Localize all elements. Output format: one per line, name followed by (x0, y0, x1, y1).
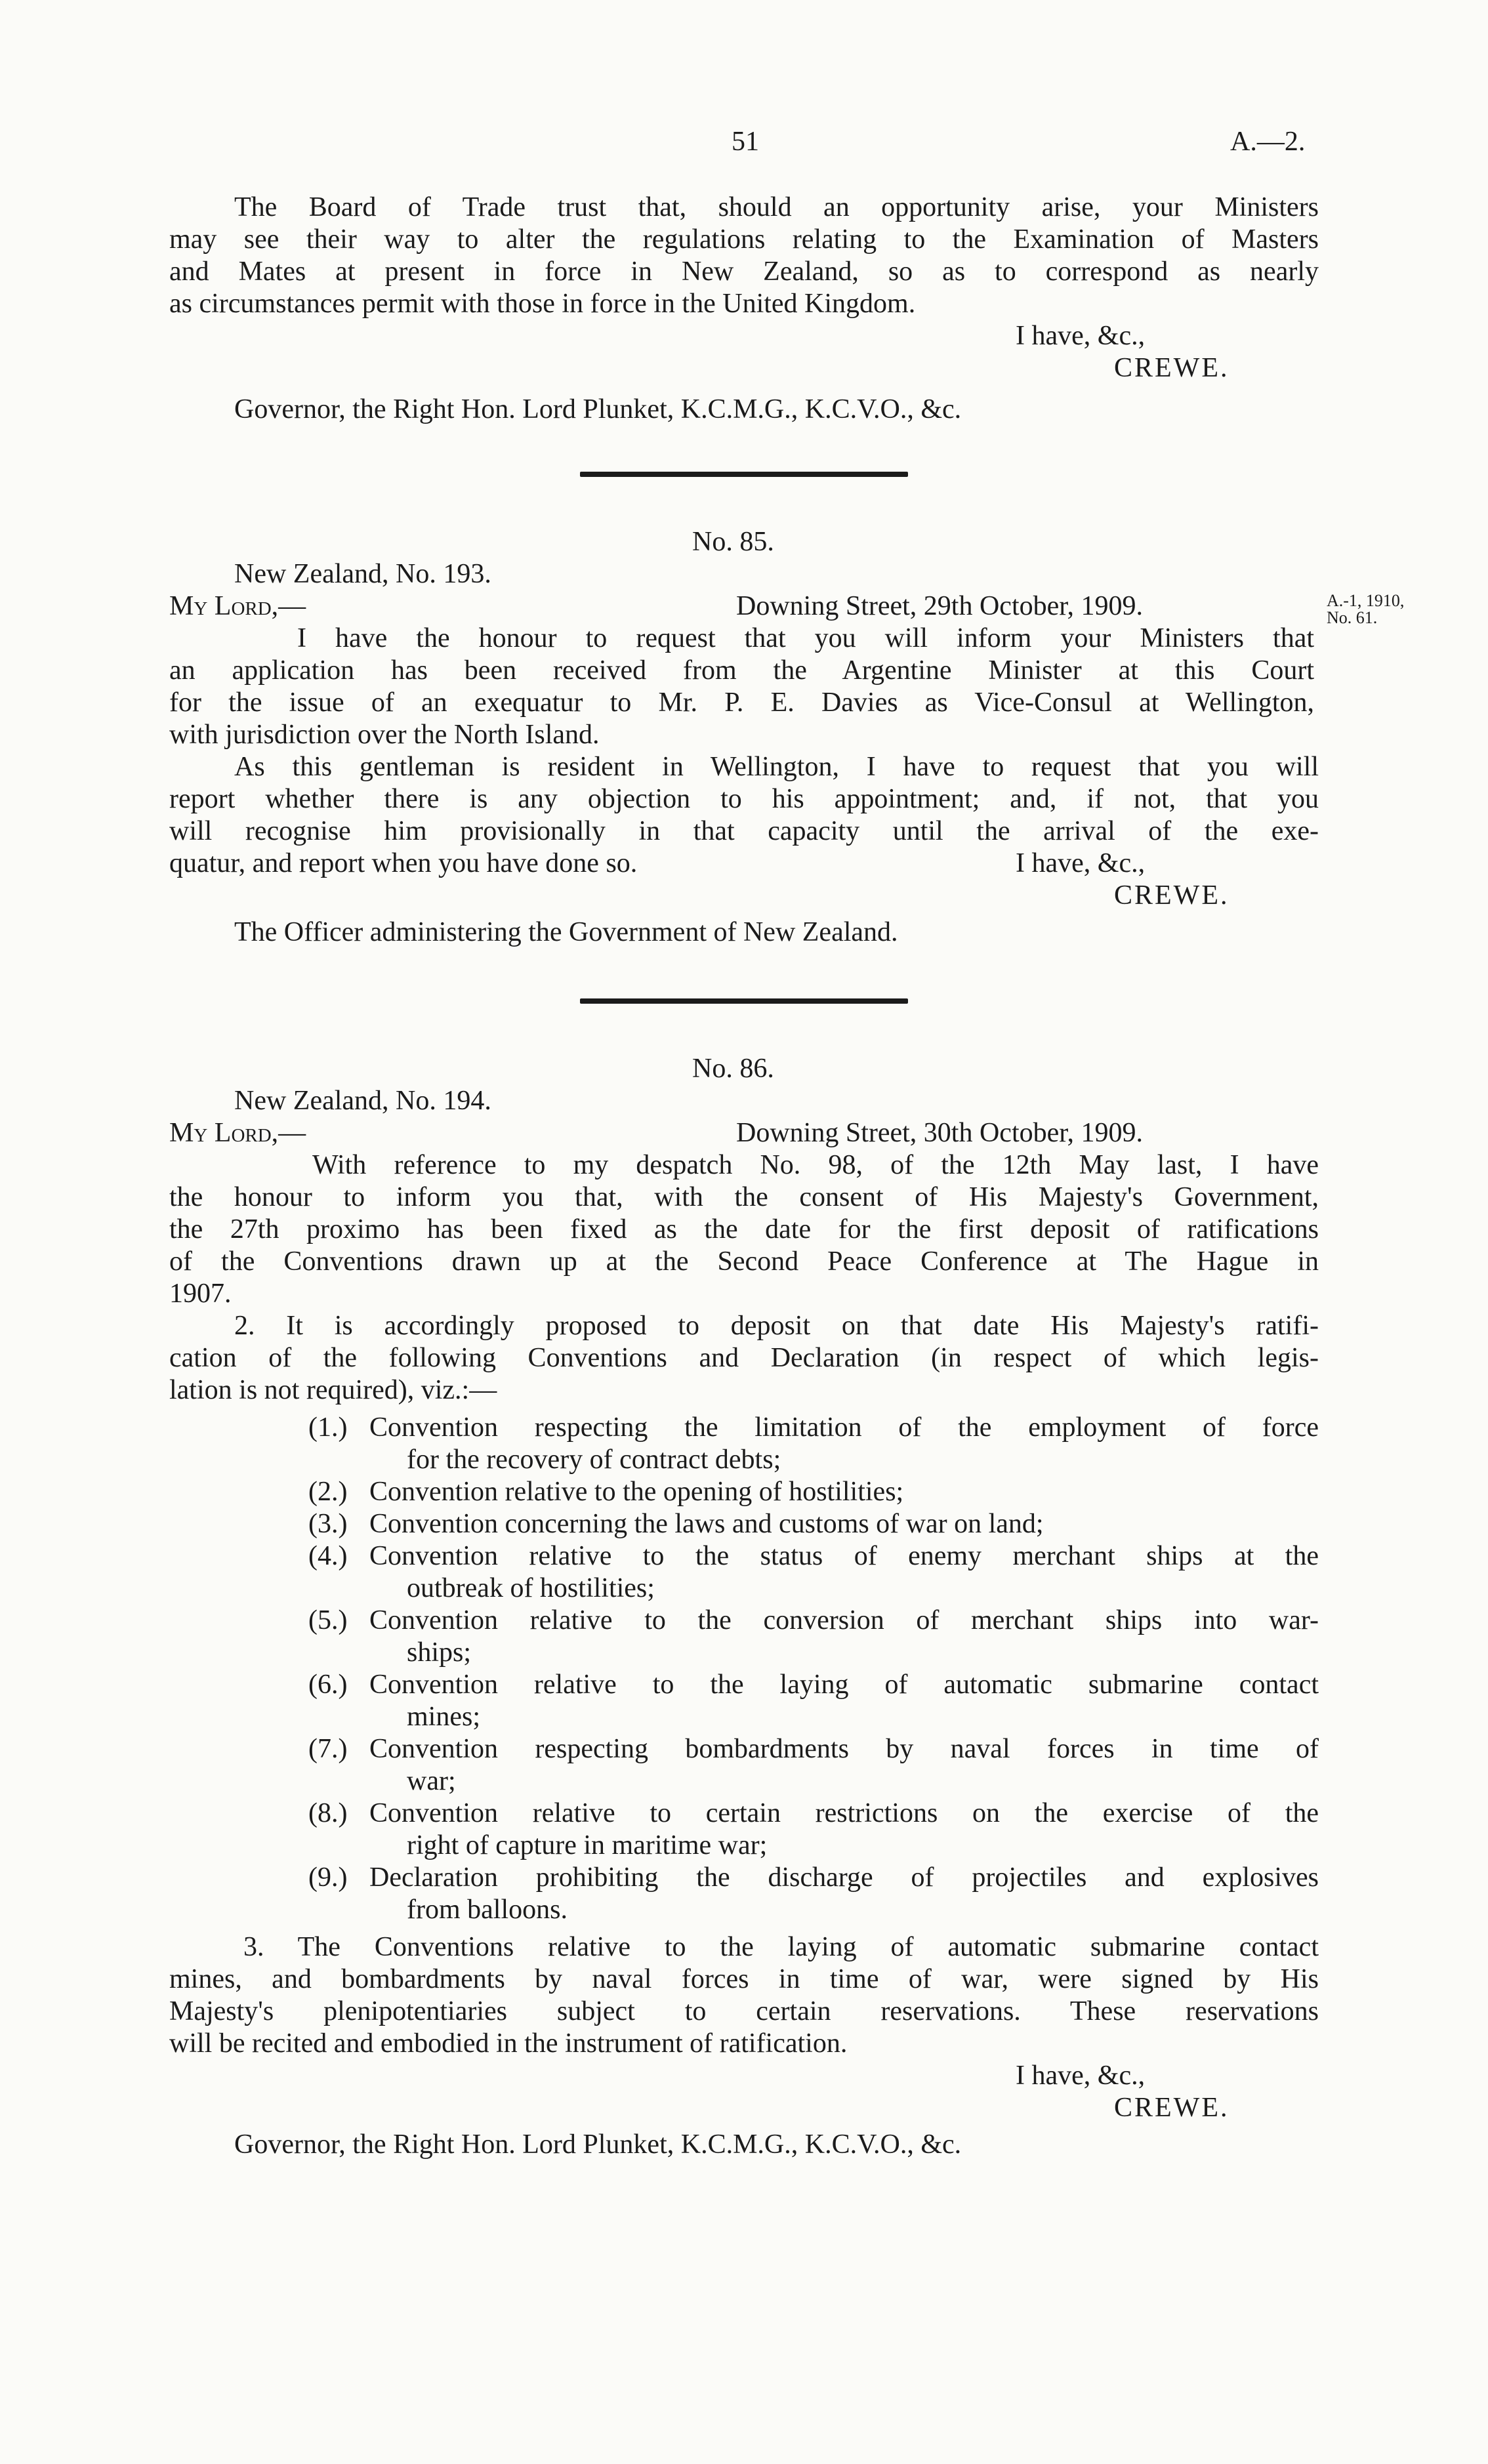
despatch-number: No. 86. (692, 1054, 774, 1084)
addressee: Governor, the Right Hon. Lord Plunket, K.C.M.G., K.C.V.O., &c. (234, 394, 962, 424)
list-item: ships; (407, 1637, 472, 1668)
list-item: right of capture in maritime war; (407, 1830, 768, 1860)
salutation: My Lord,— (169, 591, 306, 621)
margin-reference: No. 61. (1327, 608, 1378, 627)
list-item: Convention concerning the laws and customs of war on land; (369, 1509, 1044, 1539)
signature: CREWE. (1114, 880, 1230, 911)
closing: I have, &c., (1016, 848, 1146, 878)
body-line: the honour to inform you that, with the consent of His Majesty's Government, (169, 1182, 1319, 1212)
page-number: 51 (732, 127, 759, 157)
list-number: (5.) (308, 1605, 348, 1635)
signature: CREWE. (1114, 353, 1230, 383)
list-number: (4.) (308, 1541, 348, 1571)
body-line: with jurisdiction over the North Island. (169, 720, 600, 750)
body-line: may see their way to alter the regulations relating to the Examination of Masters (169, 224, 1319, 255)
list-number: (3.) (308, 1509, 348, 1539)
body-line: Majesty's plenipotentiaries subject to certain reservations. These reservations (169, 1996, 1319, 2026)
body-line: cation of the following Conventions and Declaration (in respect of which legis- (169, 1343, 1319, 1373)
body-line: I have the honour to request that you will inform your Ministers that (297, 623, 1314, 653)
body-line: will be recited and embodied in the instrument of ratification. (169, 2028, 848, 2059)
body-line: 1907. (169, 1279, 232, 1309)
list-item: mines; (407, 1702, 480, 1732)
despatch-ref: New Zealand, No. 193. (234, 559, 491, 589)
list-item: Convention relative to the laying of automatic submarine contact (369, 1670, 1319, 1700)
list-item: outbreak of hostilities; (407, 1573, 655, 1603)
list-item: Convention relative to certain restrictions on the exercise of the (369, 1798, 1319, 1828)
body-line: the 27th proximo has been fixed as the date for the first deposit of ratifications (169, 1214, 1319, 1244)
list-item: Convention relative to the opening of hostilities; (369, 1477, 904, 1507)
body-line: will recognise him provisionally in that capacity until the arrival of the exe- (169, 816, 1319, 846)
body-line: an application has been received from the Argentine Minister at this Court (169, 655, 1314, 686)
body-line: for the issue of an exequatur to Mr. P. E. Davies as Vice-Consul at Wellington, (169, 688, 1314, 718)
despatch-number: No. 85. (692, 527, 774, 557)
closing: I have, &c., (1016, 2061, 1146, 2091)
document-reference: A.—2. (1230, 127, 1306, 157)
body-line: quatur, and report when you have done so. (169, 848, 638, 878)
body-line: of the Conventions drawn up at the Second Peace Conference at The Hague in (169, 1246, 1319, 1277)
list-number: (6.) (308, 1670, 348, 1700)
body-line: as circumstances permit with those in force in the United Kingdom. (169, 289, 916, 319)
body-line: report whether there is any objection to his appointment; and, if not, that you (169, 784, 1319, 814)
list-number: (9.) (308, 1862, 348, 1893)
list-number: (8.) (308, 1798, 348, 1828)
addressee: Governor, the Right Hon. Lord Plunket, K.C.M.G., K.C.V.O., &c. (234, 2129, 962, 2160)
addressee: The Officer administering the Government of New Zealand. (234, 917, 898, 947)
list-item: from balloons. (407, 1895, 568, 1925)
closing: I have, &c., (1016, 321, 1146, 351)
place-date: Downing Street, 30th October, 1909. (736, 1118, 1144, 1148)
margin-reference: A.-1, 1910, (1327, 591, 1405, 610)
section-divider (580, 998, 908, 1004)
list-item: war; (407, 1766, 456, 1796)
body-line: 2. It is accordingly proposed to deposit on that date His Majesty's ratifi- (234, 1311, 1319, 1341)
body-line: The Board of Trade trust that, should an opportunity arise, your Ministers (234, 192, 1319, 222)
despatch-ref: New Zealand, No. 194. (234, 1086, 491, 1116)
place-date: Downing Street, 29th October, 1909. (736, 591, 1144, 621)
body-line: lation is not required), viz.:— (169, 1375, 497, 1405)
list-item: for the recovery of contract debts; (407, 1445, 781, 1475)
section-divider (580, 472, 908, 477)
body-line: As this gentleman is resident in Wellington, I have to request that you will (234, 752, 1319, 782)
body-line: With reference to my despatch No. 98, of the 12th May last, I have (312, 1150, 1319, 1180)
list-item: Declaration prohibiting the discharge of projectiles and explosives (369, 1862, 1319, 1893)
list-number: (1.) (308, 1412, 348, 1443)
body-line: mines, and bombardments by naval forces in time of war, were signed by His (169, 1964, 1319, 1994)
salutation: My Lord,— (169, 1118, 306, 1148)
body-line: 3. The Conventions relative to the laying of automatic submarine contact (243, 1932, 1319, 1962)
list-item: Convention relative to the conversion of merchant ships into war- (369, 1605, 1319, 1635)
list-item: Convention respecting bombardments by naval forces in time of (369, 1734, 1319, 1764)
list-item: Convention respecting the limitation of the employment of force (369, 1412, 1319, 1443)
signature: CREWE. (1114, 2093, 1230, 2123)
list-number: (2.) (308, 1477, 348, 1507)
body-line: and Mates at present in force in New Zealand, so as to correspond as nearly (169, 257, 1319, 287)
list-number: (7.) (308, 1734, 348, 1764)
list-item: Convention relative to the status of enemy merchant ships at the (369, 1541, 1319, 1571)
